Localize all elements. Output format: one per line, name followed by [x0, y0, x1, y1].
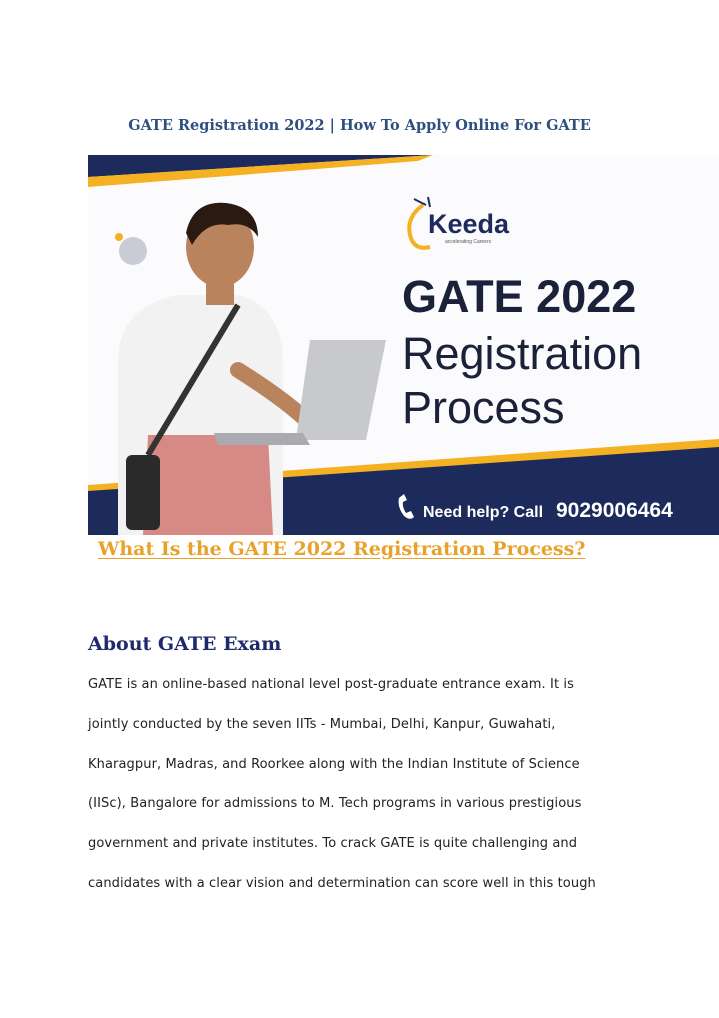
- ekeeda-logo: [409, 197, 510, 248]
- deco-dot: [115, 233, 123, 241]
- about-gate-heading: About GATE Exam: [88, 633, 282, 655]
- headline-line-3: Process: [402, 382, 565, 433]
- about-paragraph-line: jointly conducted by the seven IITs - Mumbai, Delhi, Kanpur, Guwahati,: [88, 717, 556, 732]
- about-paragraph-line: candidates with a clear vision and determination can score well in this tough: [88, 876, 596, 891]
- promo-banner-image: [88, 155, 719, 535]
- help-phone-number: 9029006464: [556, 499, 673, 522]
- brand-tagline: accelerating Careers: [445, 239, 492, 245]
- about-paragraph-line: government and private institutes. To crack GATE is quite challenging and: [88, 836, 578, 851]
- about-paragraph-line: (IISc), Bangalore for admissions to M. Tech programs in various prestigious: [88, 796, 582, 811]
- headline-line-2: Registration: [402, 328, 643, 379]
- help-label: Need help? Call: [423, 504, 544, 521]
- headline-line-1: GATE 2022: [402, 271, 637, 322]
- document-title: GATE Registration 2022 | How To Apply Online For GATE: [128, 117, 591, 134]
- about-paragraph-line: GATE is an online-based national level post-graduate entrance exam. It is: [88, 677, 574, 692]
- deco-circle: [119, 237, 147, 265]
- section-link-registration-process[interactable]: What Is the GATE 2022 Registration Process?: [98, 538, 586, 560]
- brand-logo-text: Keeda: [428, 209, 510, 239]
- about-paragraph-line: Kharagpur, Madras, and Roorkee along with the Indian Institute of Science: [88, 757, 580, 772]
